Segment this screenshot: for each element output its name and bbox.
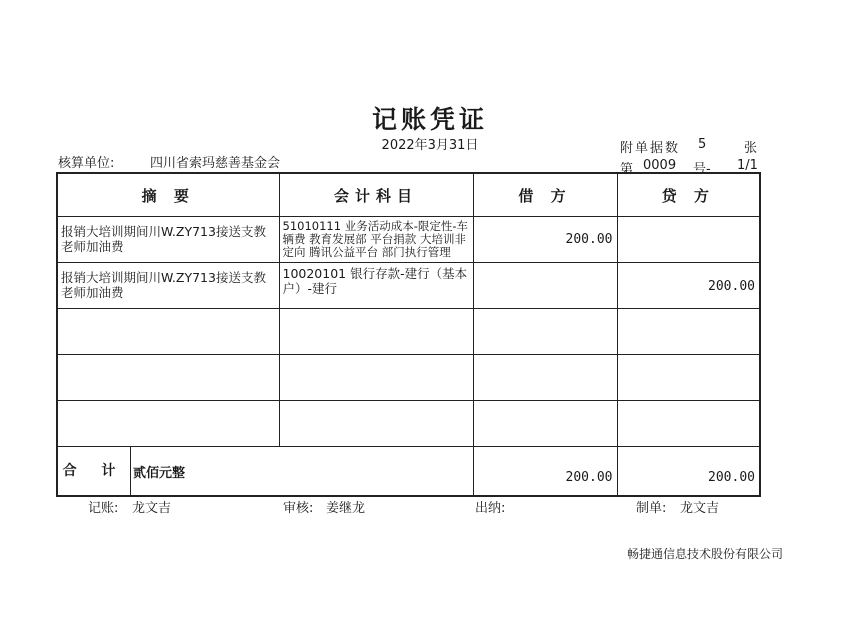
table-row xyxy=(57,263,760,309)
header-credit: 贷 方 xyxy=(617,173,760,217)
attachments-count: 5 xyxy=(698,137,707,152)
row-summary: 报销大培训期间川W.ZY713接送支教老师加油费 xyxy=(57,217,279,263)
row-account: 51010111 业务活动成本-限定性-车辆费 教育发展部 平台捐款 大培训非定向 腾讯公益平台 部门执行管理 xyxy=(279,217,473,263)
preparer-name: 龙文吉 xyxy=(680,501,720,516)
voucher-number-prefix: 第 xyxy=(620,162,634,177)
row-credit: 200.00 xyxy=(617,263,760,309)
total-debit: 200.00 xyxy=(473,447,617,497)
attachments-unit: 张 xyxy=(744,141,758,156)
software-company: 畅捷通信息技术股份有限公司 xyxy=(627,547,784,561)
total-row xyxy=(57,447,760,497)
row-debit: 200.00 xyxy=(473,217,617,263)
row-debit xyxy=(473,263,617,309)
bookkeeper-label: 记账: xyxy=(88,501,119,516)
preparer-label: 制单: xyxy=(636,501,667,516)
voucher-number: 0009 xyxy=(643,158,677,173)
row-credit xyxy=(617,217,760,263)
total-label: 合 计 xyxy=(58,447,131,495)
voucher-date: 2022年3月31日 xyxy=(381,138,479,153)
row-summary: 报销大培训期间川W.ZY713接送支教老师加油费 xyxy=(57,263,279,309)
header-account: 会计科目 xyxy=(279,173,473,217)
total-amount-words: 贰佰元整 xyxy=(133,465,186,481)
voucher-number-suffix: 号- xyxy=(693,162,711,177)
table-row-empty xyxy=(57,355,760,401)
row-account: 10020101 银行存款-建行（基本户）-建行 xyxy=(279,263,473,309)
voucher-page: 1/1 xyxy=(737,158,758,173)
table-header-row xyxy=(57,173,760,217)
unit-label: 核算单位: xyxy=(58,156,115,171)
total-credit: 200.00 xyxy=(617,447,760,497)
attachments-label: 附单据数 xyxy=(620,141,681,156)
bookkeeper-name: 龙文吉 xyxy=(132,501,172,516)
unit-name: 四川省索玛慈善基金会 xyxy=(150,156,281,171)
table-row xyxy=(57,217,760,263)
table-row-empty xyxy=(57,309,760,355)
voucher-title: 记账凭证 xyxy=(371,105,488,134)
header-debit: 借 方 xyxy=(473,173,617,217)
reviewer-name: 姜继龙 xyxy=(326,501,366,516)
voucher-table xyxy=(56,172,761,497)
header-summary: 摘 要 xyxy=(57,173,279,217)
reviewer-label: 审核: xyxy=(283,501,314,516)
table-row-empty xyxy=(57,401,760,447)
cashier-label: 出纳: xyxy=(475,501,506,516)
